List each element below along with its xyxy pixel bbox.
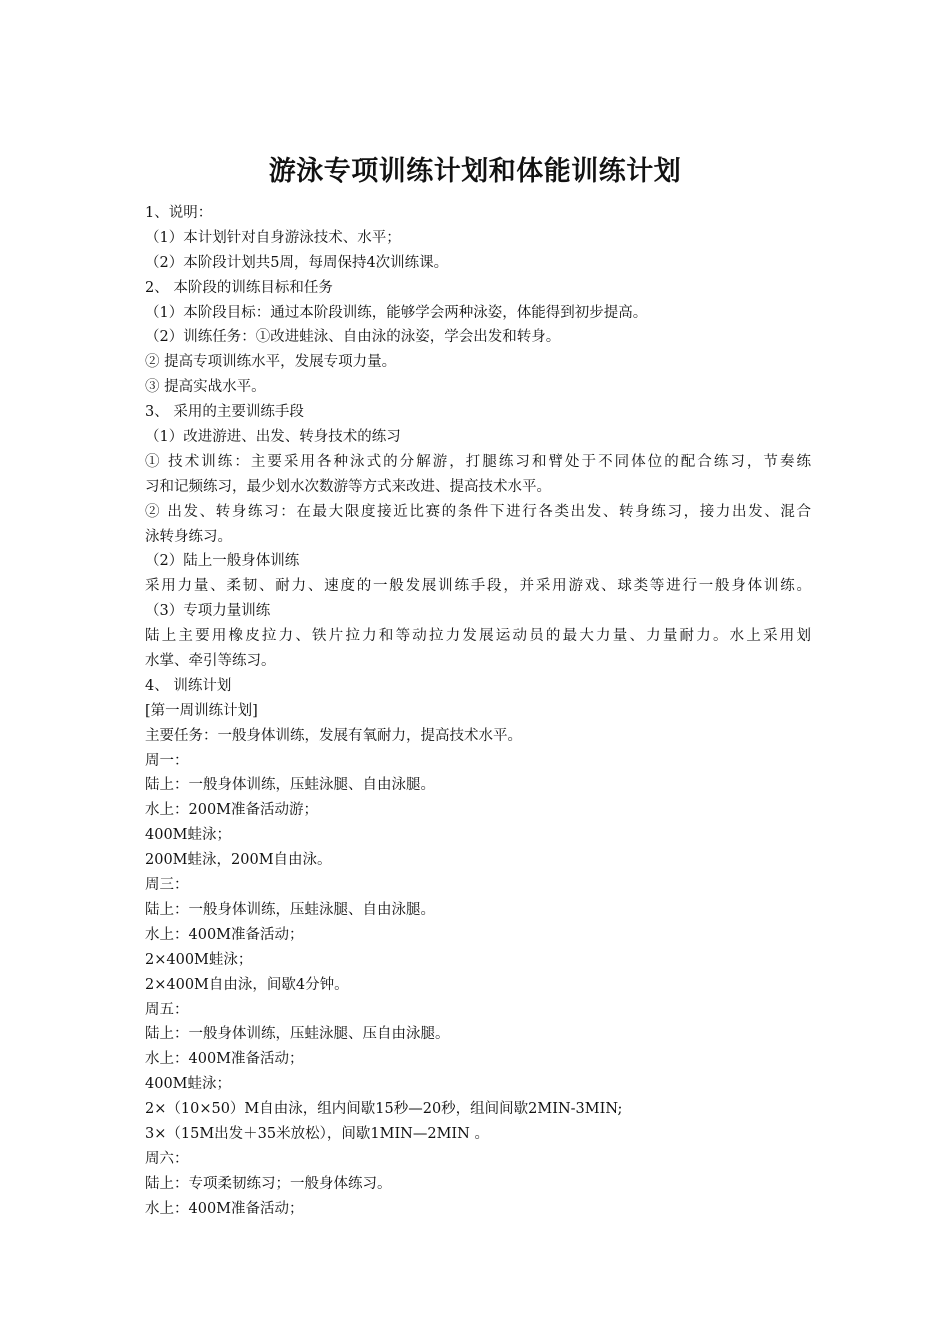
section-heading: 2、 本阶段的训练目标和任务 [145, 279, 333, 296]
document-title: 游泳专项训练计划和体能训练计划 [268, 156, 682, 187]
paragraph-line: （2）训练任务：①改进蛙泳、自由泳的泳姿，学会出发和转身。 [145, 329, 561, 346]
paragraph-line: 2×400M蛙泳； [145, 951, 253, 968]
paragraph-line: ② 出发、转身练习：在最大限度接近比赛的条件下进行各类出发、转身练习，接力出发、混合 [145, 503, 811, 520]
paragraph-line: 400M蛙泳； [145, 1076, 232, 1093]
section-heading: 1、说明： [145, 205, 213, 221]
paragraph-line: ① 技术训练：主要采用各种泳式的分解游，打腿练习和臂处于不同体位的配合练习，节奏练 [145, 453, 811, 470]
paragraph-line: 3×（15M出发＋35米放松），间歇1MIN—2MIN 。 [145, 1125, 489, 1142]
paragraph-line: 陆上：一般身体训练，压蛙泳腿、自由泳腿。 [145, 901, 435, 918]
paragraph-line: 水上：200M准备活动游； [145, 802, 319, 819]
paragraph-line: 水掌、牵引等练习。 [145, 653, 276, 670]
paragraph-line: 主要任务：一般身体训练，发展有氧耐力，提高技术水平。 [145, 727, 522, 744]
day-heading: 周五： [145, 1001, 189, 1018]
day-heading: 周一： [145, 752, 189, 769]
paragraph-line: （1）本计划针对自身游泳技术、水平； [145, 229, 401, 246]
paragraph-line: （2）陆上一般身体训练 [145, 553, 300, 570]
paragraph-line: ③ 提高实战水平。 [145, 379, 266, 396]
paragraph-line: 水上：400M准备活动； [145, 1051, 304, 1068]
paragraph-line: （2）本阶段计划共5周，每周保持4次训练课。 [145, 254, 449, 271]
paragraph-line: （1）本阶段目标：通过本阶段训练，能够学会两种泳姿，体能得到初步提高。 [145, 304, 648, 321]
day-heading: 周三： [145, 877, 189, 894]
paragraph-line: 陆上主要用橡皮拉力、铁片拉力和等动拉力发展运动员的最大力量、力量耐力。水上采用划 [145, 628, 811, 645]
paragraph-line: 泳转身练习。 [145, 528, 232, 545]
paragraph-line: （1）改进游进、出发、转身技术的练习 [145, 429, 401, 446]
paragraph-line: ② 提高专项训练水平，发展专项力量。 [145, 354, 397, 371]
paragraph-line: （3）专项力量训练 [145, 603, 271, 620]
paragraph-line: 水上：400M准备活动； [145, 1200, 304, 1217]
paragraph-line: 水上：400M准备活动； [145, 926, 304, 943]
paragraph-line: 陆上：一般身体训练，压蛙泳腿、压自由泳腿。 [145, 1026, 450, 1043]
week-heading: [第一周训练计划] [145, 702, 258, 719]
section-heading: 3、 采用的主要训练手段 [145, 404, 304, 421]
paragraph-line: 习和记频练习，最少划水次数游等方式来改进、提高技术水平。 [145, 478, 551, 495]
document-body [145, 201, 811, 1222]
day-heading: 周六： [145, 1150, 189, 1167]
paragraph-line: 200M蛙泳，200M自由泳。 [145, 852, 332, 869]
section-heading: 4、 训练计划 [145, 677, 232, 694]
paragraph-line: 2×（10×50）M自由泳，组内间歇15秒—20秒，组间间歇2MIN-3MIN; [145, 1101, 623, 1118]
paragraph-line: 陆上：专项柔韧练习；一般身体练习。 [145, 1175, 392, 1192]
paragraph-line: 2×400M自由泳，间歇4分钟。 [145, 976, 349, 993]
paragraph-line: 400M蛙泳； [145, 827, 232, 844]
paragraph-line: 采用力量、柔韧、耐力、速度的一般发展训练手段，并采用游戏、球类等进行一般身体训练。 [145, 578, 811, 595]
paragraph-line: 陆上：一般身体训练，压蛙泳腿、自由泳腿。 [145, 777, 435, 794]
